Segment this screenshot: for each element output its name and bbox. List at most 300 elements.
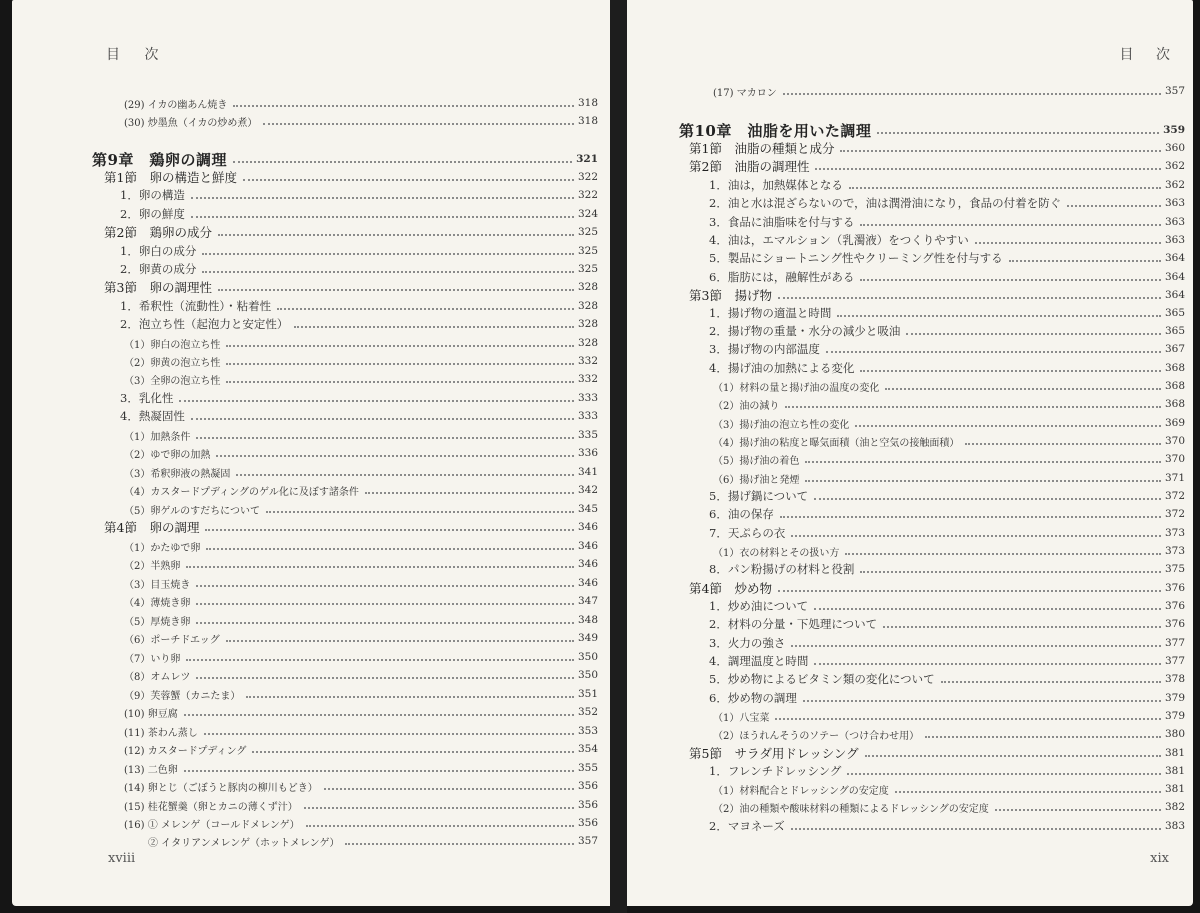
toc-entry-subsub	[148, 832, 598, 850]
toc-entry-item	[709, 634, 1185, 652]
toc-entry-sub	[124, 555, 598, 573]
toc-entry-title: （1）かたゆで卵	[124, 542, 201, 554]
toc-page-number: 373	[1164, 545, 1185, 557]
toc-entry-item	[709, 194, 1185, 212]
toc-entry-title: 2．卵の鮮度	[120, 207, 185, 221]
dot-leader	[191, 416, 574, 420]
toc-page-number: 364	[1164, 252, 1185, 264]
toc-entry-title: （2）ゆで卵の加熱	[124, 449, 211, 461]
toc-page-number: 369	[1164, 417, 1185, 429]
toc-page-number: 368	[1164, 362, 1185, 374]
dot-leader	[995, 807, 1161, 811]
toc-entry-title: （1）八宝菜	[713, 712, 770, 724]
toc-entry-title: 1．希釈性（流動性）・粘着性	[120, 299, 272, 313]
toc-entry-sub	[124, 740, 598, 758]
toc-page-number: 377	[1164, 637, 1185, 649]
dot-leader	[826, 349, 1161, 353]
toc-entry-title: （5）卵ゲルのすだちについて	[124, 505, 260, 517]
toc-page-number: 363	[1164, 216, 1185, 228]
dot-leader	[791, 826, 1161, 830]
toc-page-number: 328	[577, 337, 598, 349]
dot-leader	[186, 564, 574, 568]
toc-entry-title: 2．揚げ物の重量・水分の減少と吸油	[709, 324, 901, 338]
toc-entry-title: 6．油の保存	[709, 507, 774, 521]
toc-entry-item	[709, 762, 1185, 780]
toc-page-number: 318	[577, 97, 598, 109]
toc-entry-sub	[124, 370, 598, 388]
dot-leader	[815, 166, 1160, 170]
toc-entry-title: （1）材料の量と揚げ油の温度の変化	[713, 382, 880, 394]
dot-leader	[860, 368, 1161, 372]
toc-entry-title: （5）厚焼き卵	[124, 616, 191, 628]
toc-entry-title: 第1節 卵の構造と鮮度	[104, 170, 237, 185]
dot-leader	[184, 768, 574, 772]
dot-leader	[226, 638, 574, 642]
dot-leader	[775, 716, 1161, 720]
toc-entry-title: （1）衣の材料とその扱い方	[713, 547, 840, 559]
dot-leader	[778, 295, 1161, 299]
toc-entry-item	[709, 322, 1185, 340]
dot-leader	[277, 306, 574, 310]
toc-entry-title: （5）揚げ油の着色	[713, 455, 800, 467]
toc-entry-title: 1．卵の構造	[120, 188, 185, 202]
toc-entry-title: 第3節 卵の調理性	[104, 280, 212, 295]
toc-entry-title: 2．材料の分量・下処理について	[709, 617, 878, 631]
toc-entry-title: 第9章 鶏卵の調理	[92, 150, 227, 169]
toc-entry-sub	[124, 537, 598, 555]
toc-entry-title: 3．揚げ物の内部温度	[709, 342, 820, 356]
toc-entry-sub	[124, 444, 598, 462]
toc-entry-title: ② イタリアンメレンゲ（ホットメレンゲ）	[148, 837, 340, 849]
toc-entry-sub	[713, 780, 1185, 798]
right-page	[627, 0, 1193, 906]
toc-entry-item	[709, 505, 1185, 523]
toc-entry-title: (15) 桂花蟹羹（卵とカニの薄くず汁）	[124, 801, 298, 813]
dot-leader	[803, 698, 1161, 702]
toc-page-number: 318	[577, 115, 598, 127]
dot-leader	[814, 661, 1161, 665]
toc-entry-title: 1．フレンチドレッシング	[709, 764, 842, 778]
toc-page-number: 322	[577, 189, 598, 201]
toc-page-number: 381	[1164, 783, 1185, 795]
toc-page-number: 379	[1164, 692, 1185, 704]
toc-entry-title: （3）目玉焼き	[124, 579, 191, 591]
dot-leader	[202, 251, 574, 255]
toc-entry-item	[120, 260, 598, 278]
dot-leader	[324, 786, 574, 790]
dot-leader	[206, 546, 574, 550]
toc-page-number: 362	[1164, 179, 1185, 191]
toc-entry-sub	[124, 685, 598, 703]
toc-page-number: 328	[577, 318, 598, 330]
toc-entry-title: (16) ① メレンゲ（コールドメレンゲ）	[124, 819, 300, 831]
dot-leader	[191, 214, 574, 218]
dot-leader	[243, 177, 574, 181]
toc-entry-title: 5．揚げ鍋について	[709, 489, 809, 503]
toc-entry-title: 3．火力の強さ	[709, 636, 786, 650]
dot-leader	[294, 324, 574, 328]
toc-entry-title: （2）油の減り	[713, 400, 780, 412]
dot-leader	[196, 620, 574, 624]
dot-leader	[304, 805, 574, 809]
toc-entry-title: 5．炒め物によるビタミン類の変化について	[709, 672, 935, 686]
dot-leader	[906, 331, 1161, 335]
toc-entry-sub	[713, 469, 1185, 487]
toc-page-number: 360	[1164, 142, 1185, 154]
dot-leader	[855, 423, 1161, 427]
toc-page-number: 354	[577, 743, 598, 755]
toc-page-number: 356	[577, 817, 598, 829]
toc-page-number: 356	[577, 799, 598, 811]
toc-entry-section	[689, 744, 1185, 762]
dot-leader	[233, 159, 572, 163]
toc-entry-title: 3．食品に油脂味を付与する	[709, 215, 855, 229]
dot-leader	[895, 789, 1161, 793]
toc-page-number: 362	[1164, 160, 1185, 172]
dot-leader	[814, 606, 1161, 610]
toc-entry-title: （2）卵黄の泡立ち性	[124, 357, 221, 369]
toc-entry-item	[709, 817, 1185, 835]
toc-page-number: 341	[577, 466, 598, 478]
toc-entry-title: (17) マカロン	[713, 87, 777, 99]
toc-entry-title: 第10章 油脂を用いた調理	[679, 121, 872, 140]
toc-entry-title: 4．揚げ油の加熱による変化	[709, 361, 855, 375]
toc-entry-item	[709, 487, 1185, 505]
dot-leader	[202, 269, 574, 273]
dot-leader	[306, 823, 574, 827]
toc-entry-sub	[713, 725, 1185, 743]
toc-page-number: 364	[1164, 289, 1185, 301]
toc-page-number: 356	[577, 780, 598, 792]
toc-page-number: 346	[577, 540, 598, 552]
toc-page-number: 375	[1164, 563, 1185, 575]
dot-leader	[847, 771, 1161, 775]
toc-entry-title: 8．パン粉揚げの材料と役割	[709, 562, 855, 576]
dot-leader	[186, 657, 574, 661]
toc-entry-title: (14) 卵とじ（ごぼうと豚肉の柳川もどき）	[124, 782, 318, 794]
dot-leader	[883, 624, 1161, 628]
dot-leader	[226, 379, 574, 383]
toc-entry-title: 1．炒め油について	[709, 599, 809, 613]
dot-leader	[849, 185, 1161, 189]
book-gutter	[610, 0, 627, 913]
toc-page-number: 345	[577, 503, 598, 515]
toc-page-number: 357	[577, 835, 598, 847]
toc-entry-item	[120, 242, 598, 260]
toc-entry-title: (29) イカの幽あん焼き	[124, 99, 228, 111]
toc-entry-sub	[124, 777, 598, 795]
toc-page-number: 325	[577, 226, 598, 238]
dot-leader	[216, 453, 574, 457]
toc-entry-title: 第2節 鶏卵の成分	[104, 225, 212, 240]
toc-page-number: 336	[577, 447, 598, 459]
toc-page-number: 376	[1164, 582, 1185, 594]
toc-entry-title: （8）オムレツ	[124, 671, 191, 683]
toc-entry-title: 5．製品にショートニング性やクリーミング性を付与する	[709, 251, 1003, 265]
dot-leader	[941, 679, 1161, 683]
toc-entry-title: 4．熱凝固性	[120, 409, 185, 423]
toc-page-number: 368	[1164, 380, 1185, 392]
toc-entry-sub	[713, 414, 1185, 432]
dot-leader	[204, 731, 574, 735]
dot-leader	[196, 583, 574, 587]
toc-entry-title: 2．卵黄の成分	[120, 262, 197, 276]
dot-leader	[845, 551, 1161, 555]
toc-entry-title: (30) 炒墨魚（イカの炒め煮）	[124, 117, 258, 129]
toc-page-number: 368	[1164, 398, 1185, 410]
toc-page-number: 350	[577, 651, 598, 663]
toc-entry-sub	[713, 450, 1185, 468]
toc-entry-item	[709, 560, 1185, 578]
dot-leader	[263, 121, 574, 125]
toc-entry-section	[104, 168, 598, 186]
toc-page-number: 370	[1164, 435, 1185, 447]
dot-leader	[226, 361, 574, 365]
dot-leader	[218, 287, 574, 291]
toc-entry-sub	[713, 542, 1185, 560]
toc-page-number: 355	[577, 762, 598, 774]
toc-page-number: 347	[577, 595, 598, 607]
dot-leader	[233, 103, 574, 107]
dot-leader	[365, 490, 574, 494]
toc-page-number: 342	[577, 484, 598, 496]
toc-page-number: 352	[577, 706, 598, 718]
toc-entry-item	[709, 615, 1185, 633]
dot-leader	[345, 841, 573, 845]
toc-entry-item	[709, 213, 1185, 231]
toc-entry-title: 第2節 油脂の調理性	[689, 159, 810, 174]
toc-entry-title: (11) 茶わん蒸し	[124, 727, 198, 739]
toc-entry-sub	[124, 666, 598, 684]
toc-entry-title: 3．乳化性	[120, 391, 174, 405]
toc-entry-title: 第5節 サラダ用ドレッシング	[689, 746, 859, 761]
dot-leader	[780, 514, 1161, 518]
toc-entry-sub	[124, 722, 598, 740]
toc-entry-title: 1．油は，加熱媒体となる	[709, 178, 843, 192]
toc-entry-sub	[124, 611, 598, 629]
toc-page-number: 335	[577, 429, 598, 441]
toc-entry-title: （9）芙蓉蟹（カニたま）	[124, 690, 241, 702]
dot-leader	[860, 569, 1161, 573]
toc-entry-sub	[124, 648, 598, 666]
toc-page-number: 379	[1164, 710, 1185, 722]
toc-page-number: 381	[1164, 747, 1185, 759]
toc-page-number: 383	[1164, 820, 1185, 832]
dot-leader	[196, 435, 574, 439]
dot-leader	[785, 404, 1161, 408]
toc-entry-title: （4）薄焼き卵	[124, 597, 191, 609]
toc-entry-sub	[124, 112, 598, 130]
toc-page-number: 370	[1164, 453, 1185, 465]
toc-entry-title: 第4節 炒め物	[689, 581, 772, 596]
toc-entry-item	[120, 297, 598, 315]
toc-entry-section	[104, 223, 598, 241]
toc-entry-sub	[124, 426, 598, 444]
dot-leader	[925, 734, 1161, 738]
toc-page-number: 381	[1164, 765, 1185, 777]
toc-entry-title: (10) 卵豆腐	[124, 708, 178, 720]
dot-leader	[184, 712, 574, 716]
dot-leader	[877, 130, 1159, 134]
toc-entry-sub	[124, 352, 598, 370]
toc-entry-title: 4．調理温度と時間	[709, 654, 809, 668]
toc-page-number: 367	[1164, 343, 1185, 355]
toc-entry-sub	[124, 703, 598, 721]
toc-entry-section	[104, 518, 598, 536]
toc-entry-item	[709, 340, 1185, 358]
toc-entry-sub	[124, 334, 598, 352]
toc-page-number: 350	[577, 669, 598, 681]
dot-leader	[266, 509, 574, 513]
toc-page-number: 324	[577, 208, 598, 220]
dot-leader	[885, 386, 1161, 390]
toc-entry-item	[709, 231, 1185, 249]
toc-entry-title: 7．天ぷらの衣	[709, 526, 786, 540]
toc-page-number: 380	[1164, 728, 1185, 740]
toc-page-number: 328	[577, 281, 598, 293]
toc-entry-title: 6．炒め物の調理	[709, 691, 797, 705]
toc-entry-title: 2．油と水は混ざらないので，油は潤滑油になり，食品の付着を防ぐ	[709, 196, 1062, 210]
toc-page-number: 357	[1164, 85, 1185, 97]
toc-entry-sub	[124, 463, 598, 481]
toc-entry-item	[709, 652, 1185, 670]
toc-page-number: 348	[577, 614, 598, 626]
toc-page-number: 363	[1164, 234, 1185, 246]
dot-leader	[837, 313, 1161, 317]
page-folio: xix	[1150, 851, 1169, 866]
toc-entry-section	[689, 157, 1185, 175]
toc-page-number: 363	[1164, 197, 1185, 209]
toc-entry-sub	[713, 377, 1185, 395]
dot-leader	[783, 91, 1161, 95]
toc-page-number: 365	[1164, 325, 1185, 337]
toc-entry-item	[709, 304, 1185, 322]
toc-entry-title: （3）全卵の泡立ち性	[124, 375, 221, 387]
toc-page-number: 378	[1164, 673, 1185, 685]
dot-leader	[191, 195, 574, 199]
toc-entry-title: 6．脂肪には，融解性がある	[709, 270, 855, 284]
dot-leader	[860, 222, 1161, 226]
toc-page-number: 376	[1164, 618, 1185, 630]
dot-leader	[840, 148, 1160, 152]
toc-entry-sub	[713, 432, 1185, 450]
dot-leader	[814, 496, 1161, 500]
toc-entry-title: （2）油の種類や酸味材料の種類によるドレッシングの安定度	[713, 803, 989, 815]
toc-entry-item	[120, 205, 598, 223]
toc-page-number: 365	[1164, 307, 1185, 319]
toc-page-number: 346	[577, 521, 598, 533]
toc-entry-title: 2．泡立ち性（起泡力と安定性）	[120, 317, 289, 331]
toc-entry-sub	[124, 796, 598, 814]
toc-entry-item	[120, 186, 598, 204]
toc-entry-title: 2．マヨネーズ	[709, 819, 785, 833]
toc-entry-item	[709, 524, 1185, 542]
toc-page-number: 349	[577, 632, 598, 644]
toc-page-number: 377	[1164, 655, 1185, 667]
dot-leader	[252, 749, 574, 753]
toc-entry-title: (12) カスタードプディング	[124, 745, 247, 757]
toc-entry-title: （2）半熟卵	[124, 560, 181, 572]
toc-entry-section	[689, 139, 1185, 157]
toc-entry-title: （4）揚げ油の粘度と曝気面積（油と空気の接触面積）	[713, 437, 960, 449]
dot-leader	[196, 675, 574, 679]
dot-leader	[965, 441, 1161, 445]
toc-entry-item	[709, 268, 1185, 286]
toc-entry-item	[120, 407, 598, 425]
toc-entry-sub	[124, 814, 598, 832]
toc-page-number: 364	[1164, 271, 1185, 283]
toc-page-number: 346	[577, 558, 598, 570]
dot-leader	[865, 753, 1161, 757]
toc-page-number: 332	[577, 373, 598, 385]
toc-page-number: 333	[577, 410, 598, 422]
toc-entry-section	[689, 579, 1185, 597]
toc-entry-item	[120, 315, 598, 333]
toc-entry-sub	[713, 82, 1185, 100]
toc-entry-item	[709, 670, 1185, 688]
toc-entry-title: 1．揚げ物の適温と時間	[709, 306, 832, 320]
toc-page-number: 328	[577, 300, 598, 312]
toc-entry-chapter	[92, 150, 598, 168]
toc-entry-title: （4）カスタードプディングのゲル化に及ぼす諸条件	[124, 486, 359, 498]
toc-entry-sub	[124, 94, 598, 112]
toc-page-number: 359	[1163, 124, 1185, 136]
dot-leader	[778, 588, 1161, 592]
dot-leader	[236, 472, 574, 476]
dot-leader	[860, 277, 1161, 281]
toc-page-number: 333	[577, 392, 598, 404]
toc-entry-title: 第3節 揚げ物	[689, 288, 772, 303]
toc-entry-title: 第4節 卵の調理	[104, 520, 200, 535]
toc-entry-sub	[124, 592, 598, 610]
toc-entry-sub	[124, 759, 598, 777]
toc-page-number: 373	[1164, 527, 1185, 539]
toc-entry-section	[104, 278, 598, 296]
dot-leader	[218, 232, 574, 236]
dot-leader	[975, 240, 1161, 244]
toc-page-number: 353	[577, 725, 598, 737]
toc-entry-item	[709, 249, 1185, 267]
toc-entry-sub	[713, 798, 1185, 816]
dot-leader	[1067, 203, 1161, 207]
dot-leader	[791, 643, 1161, 647]
dot-leader	[805, 459, 1161, 463]
left-page	[12, 0, 610, 906]
toc-entry-sub	[124, 629, 598, 647]
toc-entry-item	[709, 176, 1185, 194]
toc-entry-title: （3）揚げ油の泡立ち性の変化	[713, 419, 850, 431]
dot-leader	[226, 343, 574, 347]
toc-entry-title: （7）いり卵	[124, 653, 181, 665]
toc-entry-title: 4．油は，エマルション（乳濁液）をつくりやすい	[709, 233, 969, 247]
toc-entry-sub	[713, 707, 1185, 725]
toc-entry-title: 1．卵白の成分	[120, 244, 197, 258]
toc-page-number: 332	[577, 355, 598, 367]
toc-page-number: 372	[1164, 508, 1185, 520]
dot-leader	[205, 527, 573, 531]
toc-entry-item	[709, 689, 1185, 707]
toc-entry-title: （3）希釈卵液の熱凝固	[124, 468, 231, 480]
toc-page-number: 372	[1164, 490, 1185, 502]
toc-entry-sub	[713, 395, 1185, 413]
toc-entry-title: （6）ポーチドエッグ	[124, 634, 220, 646]
toc-page-number: 351	[577, 688, 598, 700]
toc-page-number: 382	[1164, 801, 1185, 813]
toc-entry-item	[709, 359, 1185, 377]
toc-entry-sub	[124, 574, 598, 592]
toc-entry-title: （6）揚げ油と発煙	[713, 474, 800, 486]
dot-leader	[805, 478, 1161, 482]
